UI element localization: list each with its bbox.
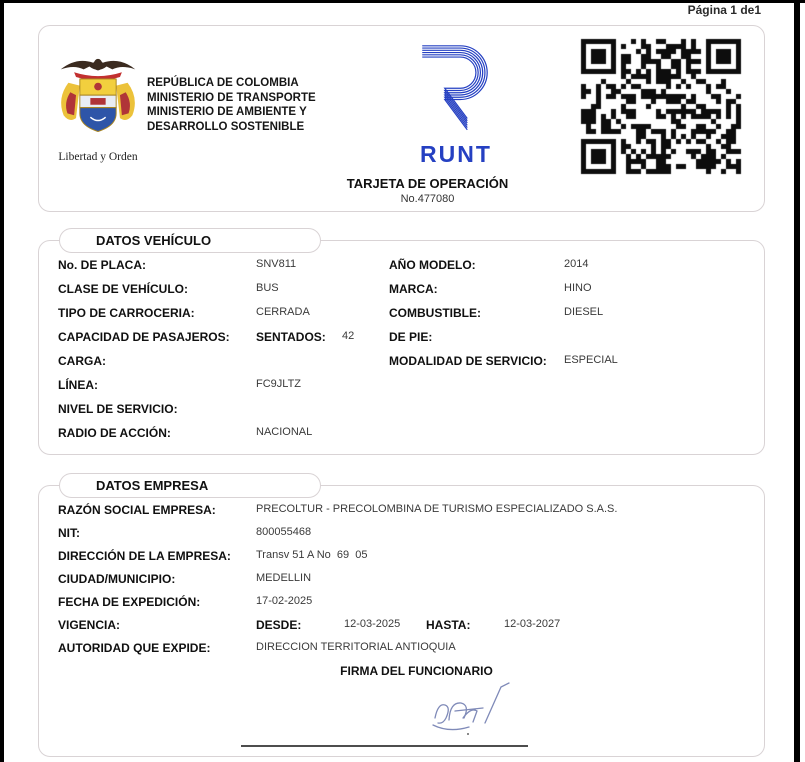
document-number: No.477080 (400, 193, 455, 205)
field-row (39, 549, 766, 565)
vigencia-hasta-value: 12-03-2027 (504, 618, 561, 630)
coat-of-arms-icon (55, 54, 141, 144)
depie-label: DE PIE: (389, 330, 433, 344)
ministry-line: REPÚBLICA DE COLOMBIA (147, 77, 299, 89)
fecha-expedicion-label: FECHA DE EXPEDICIÓN: (58, 595, 201, 609)
vehicle-section-title: DATOS VEHÍCULO (59, 228, 321, 253)
placa-value: SNV811 (256, 258, 297, 270)
fecha-expedicion-value: 17-02-2025 (256, 595, 313, 607)
field-row (39, 402, 766, 418)
qr-code-icon (576, 34, 746, 179)
nivel-servicio-label: NIVEL DE SERVICIO: (58, 402, 178, 416)
nit-label: NIT: (58, 526, 80, 540)
direccion-value: Transv 51 A No 69 05 (256, 549, 368, 561)
official-signature (427, 678, 547, 733)
sentados-label: SENTADOS: (256, 330, 326, 344)
firma-funcionario-label: FIRMA DEL FUNCIONARIO (340, 664, 493, 678)
field-row (39, 378, 766, 394)
field-row (39, 641, 766, 657)
ministry-header-text (147, 76, 316, 134)
clase-label: CLASE DE VEHÍCULO: (58, 282, 189, 296)
razon-social-value: PRECOLTUR - PRECOLOMBINA DE TURISMO ESPECIALIZADO S.A.S. (256, 503, 618, 515)
ministry-line: DESARROLLO SOSTENIBLE (147, 120, 305, 133)
ano-modelo-value: 2014 (564, 258, 589, 270)
modalidad-label: MODALIDAD DE SERVICIO: (389, 354, 547, 368)
linea-value: FC9JLTZ (256, 378, 302, 390)
header-box (38, 25, 765, 212)
coat-of-arms-motto: Libertad y Orden (58, 151, 138, 163)
field-row (39, 354, 766, 370)
clase-value: BUS (256, 282, 279, 294)
field-row (39, 258, 766, 274)
carroceria-value: CERRADA (256, 306, 310, 318)
autoridad-label: AUTORIDAD QUE EXPIDE: (58, 641, 211, 655)
capacidad-label: CAPACIDAD DE PASAJEROS: (58, 330, 230, 344)
sentados-value: 42 (342, 330, 355, 342)
carroceria-label: TIPO DE CARROCERIA: (58, 306, 195, 320)
vigencia-label: VIGENCIA: (58, 618, 121, 632)
colombia-coat-of-arms (53, 54, 143, 163)
vigencia-hasta-label: HASTA: (426, 618, 471, 632)
runt-logo-text: RUNT (420, 141, 492, 167)
field-row (39, 330, 766, 346)
nit-value: 800055468 (256, 526, 312, 538)
qr-code (576, 34, 746, 179)
radio-accion-value: NACIONAL (256, 426, 313, 438)
linea-label: LÍNEA: (58, 378, 98, 392)
field-row (39, 618, 766, 634)
vehicle-section (38, 233, 765, 455)
carga-label: CARGA: (58, 354, 106, 368)
field-row (39, 526, 766, 542)
field-row (39, 426, 766, 442)
radio-accion-label: RADIO DE ACCIÓN: (58, 426, 171, 440)
signature-mark (467, 733, 469, 735)
runt-logo-icon (406, 38, 506, 135)
page-border-left (0, 0, 4, 762)
ano-modelo-label: AÑO MODELO: (389, 258, 476, 272)
vigencia-desde-value: 12-03-2025 (344, 618, 401, 630)
placa-label: No. DE PLACA: (58, 258, 146, 272)
page-border-top (0, 0, 805, 3)
marca-value: HINO (564, 282, 592, 294)
ministry-line: MINISTERIO DE AMBIENTE Y (147, 106, 307, 118)
field-row (39, 306, 766, 322)
field-row (39, 503, 766, 519)
page-number: Página 1 de1 (687, 3, 761, 17)
razon-social-label: RAZÓN SOCIAL EMPRESA: (58, 503, 216, 517)
company-section-title: DATOS EMPRESA (59, 473, 321, 498)
ministry-line: MINISTERIO DE TRANSPORTE (147, 91, 316, 104)
field-row (39, 572, 766, 588)
signature-line (241, 745, 528, 747)
combustible-label: COMBUSTIBLE: (389, 306, 481, 320)
company-section (38, 478, 765, 757)
vigencia-desde-label: DESDE: (256, 618, 302, 632)
page-border-right (794, 0, 800, 762)
field-row (39, 282, 766, 298)
modalidad-value: ESPECIAL (564, 354, 618, 366)
direccion-label: DIRECCIÓN DE LA EMPRESA: (58, 549, 231, 563)
marca-label: MARCA: (389, 282, 438, 296)
runt-logo (404, 38, 508, 168)
ciudad-label: CIUDAD/MUNICIPIO: (58, 572, 176, 586)
ciudad-value: MEDELLIN (256, 572, 312, 584)
combustible-value: DIESEL (564, 306, 604, 318)
autoridad-value: DIRECCION TERRITORIAL ANTIOQUIA (256, 641, 456, 653)
field-row (39, 595, 766, 611)
document-title: TARJETA DE OPERACIÓN (346, 176, 509, 191)
